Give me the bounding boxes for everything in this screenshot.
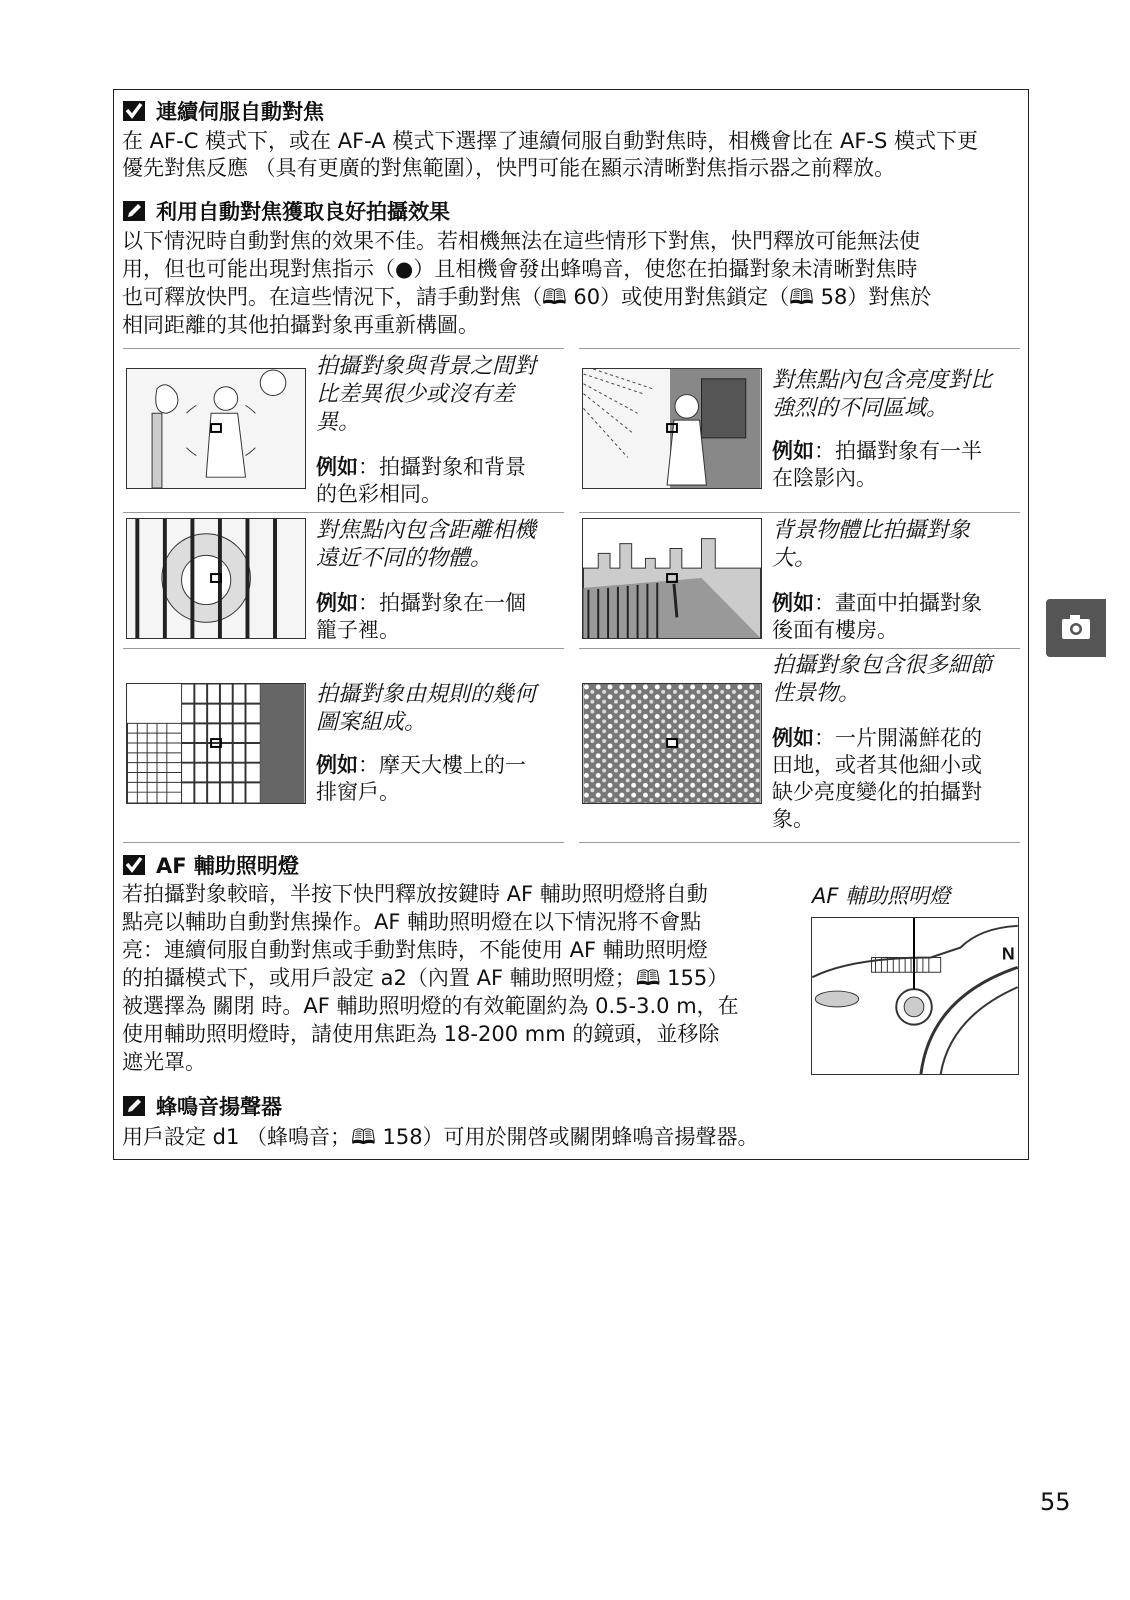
af-assist-line-6: 使用輔助照明燈時，請使用焦距為 18-200 mm 的鏡頭，並移除 <box>122 1022 720 1046</box>
grid-divider <box>579 512 1020 513</box>
af-assist-heading: AF 輔助照明燈 <box>122 853 299 879</box>
grid-divider <box>123 842 564 843</box>
case-5-caption: 拍攝對象由規則的幾何 圖案組成。 <box>316 682 537 735</box>
windows-pattern-illustration <box>126 683 306 804</box>
case-6-example: 例如：一片開滿鮮花的 田地，或者其他細小或 缺少亮度變化的拍攝對 象。 <box>772 726 982 831</box>
good-results-line-4: 相同距離的其他拍攝對象再重新構圖。 <box>122 313 479 337</box>
shooting-section-tab[interactable] <box>1046 599 1106 657</box>
case-1-example: 例如：拍攝對象和背景 的色彩相同。 <box>316 455 526 506</box>
building-background-illustration <box>582 518 762 639</box>
case-3-example: 例如：拍攝對象在一個 籠子裡。 <box>316 591 526 642</box>
af-assist-line-2: 點亮以輔助自動對焦操作。AF 輔助照明燈在以下情況將不會點 <box>122 910 702 934</box>
continuous-heading: 連續伺服自動對焦 <box>122 99 324 125</box>
af-assist-line-1: 若拍攝對象較暗，半按下快門釋放按鍵時 AF 輔助照明燈將自動 <box>122 882 708 906</box>
af-assist-line-5: 被選擇為 關閉 時。AF 輔助照明燈的有效範圍約為 0.5-3.0 m，在 <box>122 994 739 1018</box>
contrast-brightness-illustration <box>582 368 762 489</box>
af-assist-line-7: 遮光罩。 <box>122 1050 206 1074</box>
good-results-line-3: 也可釋放快門。在這些情況下，請手動對焦（🕮 60）或使用對焦鎖定（🕮 58）對焦於 <box>122 285 932 309</box>
low-contrast-illustration <box>126 368 306 489</box>
case-4-caption: 背景物體比拍攝對象 大。 <box>772 518 971 571</box>
case-4-example: 例如：畫面中拍攝對象 後面有樓房。 <box>772 591 982 642</box>
camera-icon <box>1046 599 1106 657</box>
beep-line: 用戶設定 d1 （蜂鳴音；🕮 158）可用於開啓或關閉蜂鳴音揚聲器。 <box>122 1125 759 1149</box>
grid-divider <box>123 348 564 349</box>
pencil-icon <box>122 200 146 222</box>
case-5-example: 例如：摩天大樓上的一 排窗戶。 <box>316 753 526 804</box>
good-results-heading: 利用自動對焦獲取良好拍攝效果 <box>122 199 450 225</box>
af-assist-line-3: 亮：連續伺服自動對焦或手動對焦時，不能使用 AF 輔助照明燈 <box>122 938 708 962</box>
grid-divider <box>123 512 564 513</box>
camera-af-assist-illustration <box>811 917 1019 1075</box>
case-2-caption: 對焦點內包含亮度對比 強烈的不同區域。 <box>772 368 993 421</box>
case-2-example: 例如：拍攝對象有一半 在陰影內。 <box>772 439 982 490</box>
af-assist-figure-label: AF 輔助照明燈 <box>812 884 951 908</box>
svg-text:N: N <box>1001 943 1015 964</box>
case-6-caption: 拍攝對象包含很多細節 性景物。 <box>772 653 993 706</box>
grid-divider <box>579 648 1020 649</box>
check-icon <box>122 100 146 122</box>
check-icon <box>122 854 146 876</box>
beep-heading: 蜂鳴音揚聲器 <box>122 1094 282 1120</box>
page-number: 55 <box>1040 1488 1071 1516</box>
af-assist-line-4: 的拍攝模式下，或用戶設定 a2（內置 AF 輔助照明燈；🕮 155） <box>122 966 729 990</box>
continuous-line-1: 在 AF-C 模式下，或在 AF-A 模式下選擇了連續伺服自動對焦時，相機會比在 AF-S 模式下更 <box>122 129 979 153</box>
flower-field-illustration <box>582 683 762 804</box>
continuous-line-2: 優先對焦反應 （具有更廣的對焦範圍），快門可能在顯示清晰對焦指示器之前釋放。 <box>122 156 896 180</box>
good-results-line-2: 用，但也可能出現對焦指示（●）且相機會發出蜂鳴音，使您在拍攝對象未清晰對焦時 <box>122 257 918 281</box>
case-3-caption: 對焦點內包含距離相機 遠近不同的物體。 <box>316 518 537 571</box>
cage-lion-illustration <box>126 518 306 639</box>
grid-divider <box>579 842 1020 843</box>
good-results-line-1: 以下情況時自動對焦的效果不佳。若相機無法在這些情形下對焦，快門釋放可能無法使 <box>122 229 920 253</box>
case-1-caption: 拍攝對象與背景之間對 比差異很少或沒有差 異。 <box>316 354 537 435</box>
grid-divider <box>579 348 1020 349</box>
pencil-icon <box>122 1095 146 1117</box>
grid-divider <box>123 648 564 649</box>
